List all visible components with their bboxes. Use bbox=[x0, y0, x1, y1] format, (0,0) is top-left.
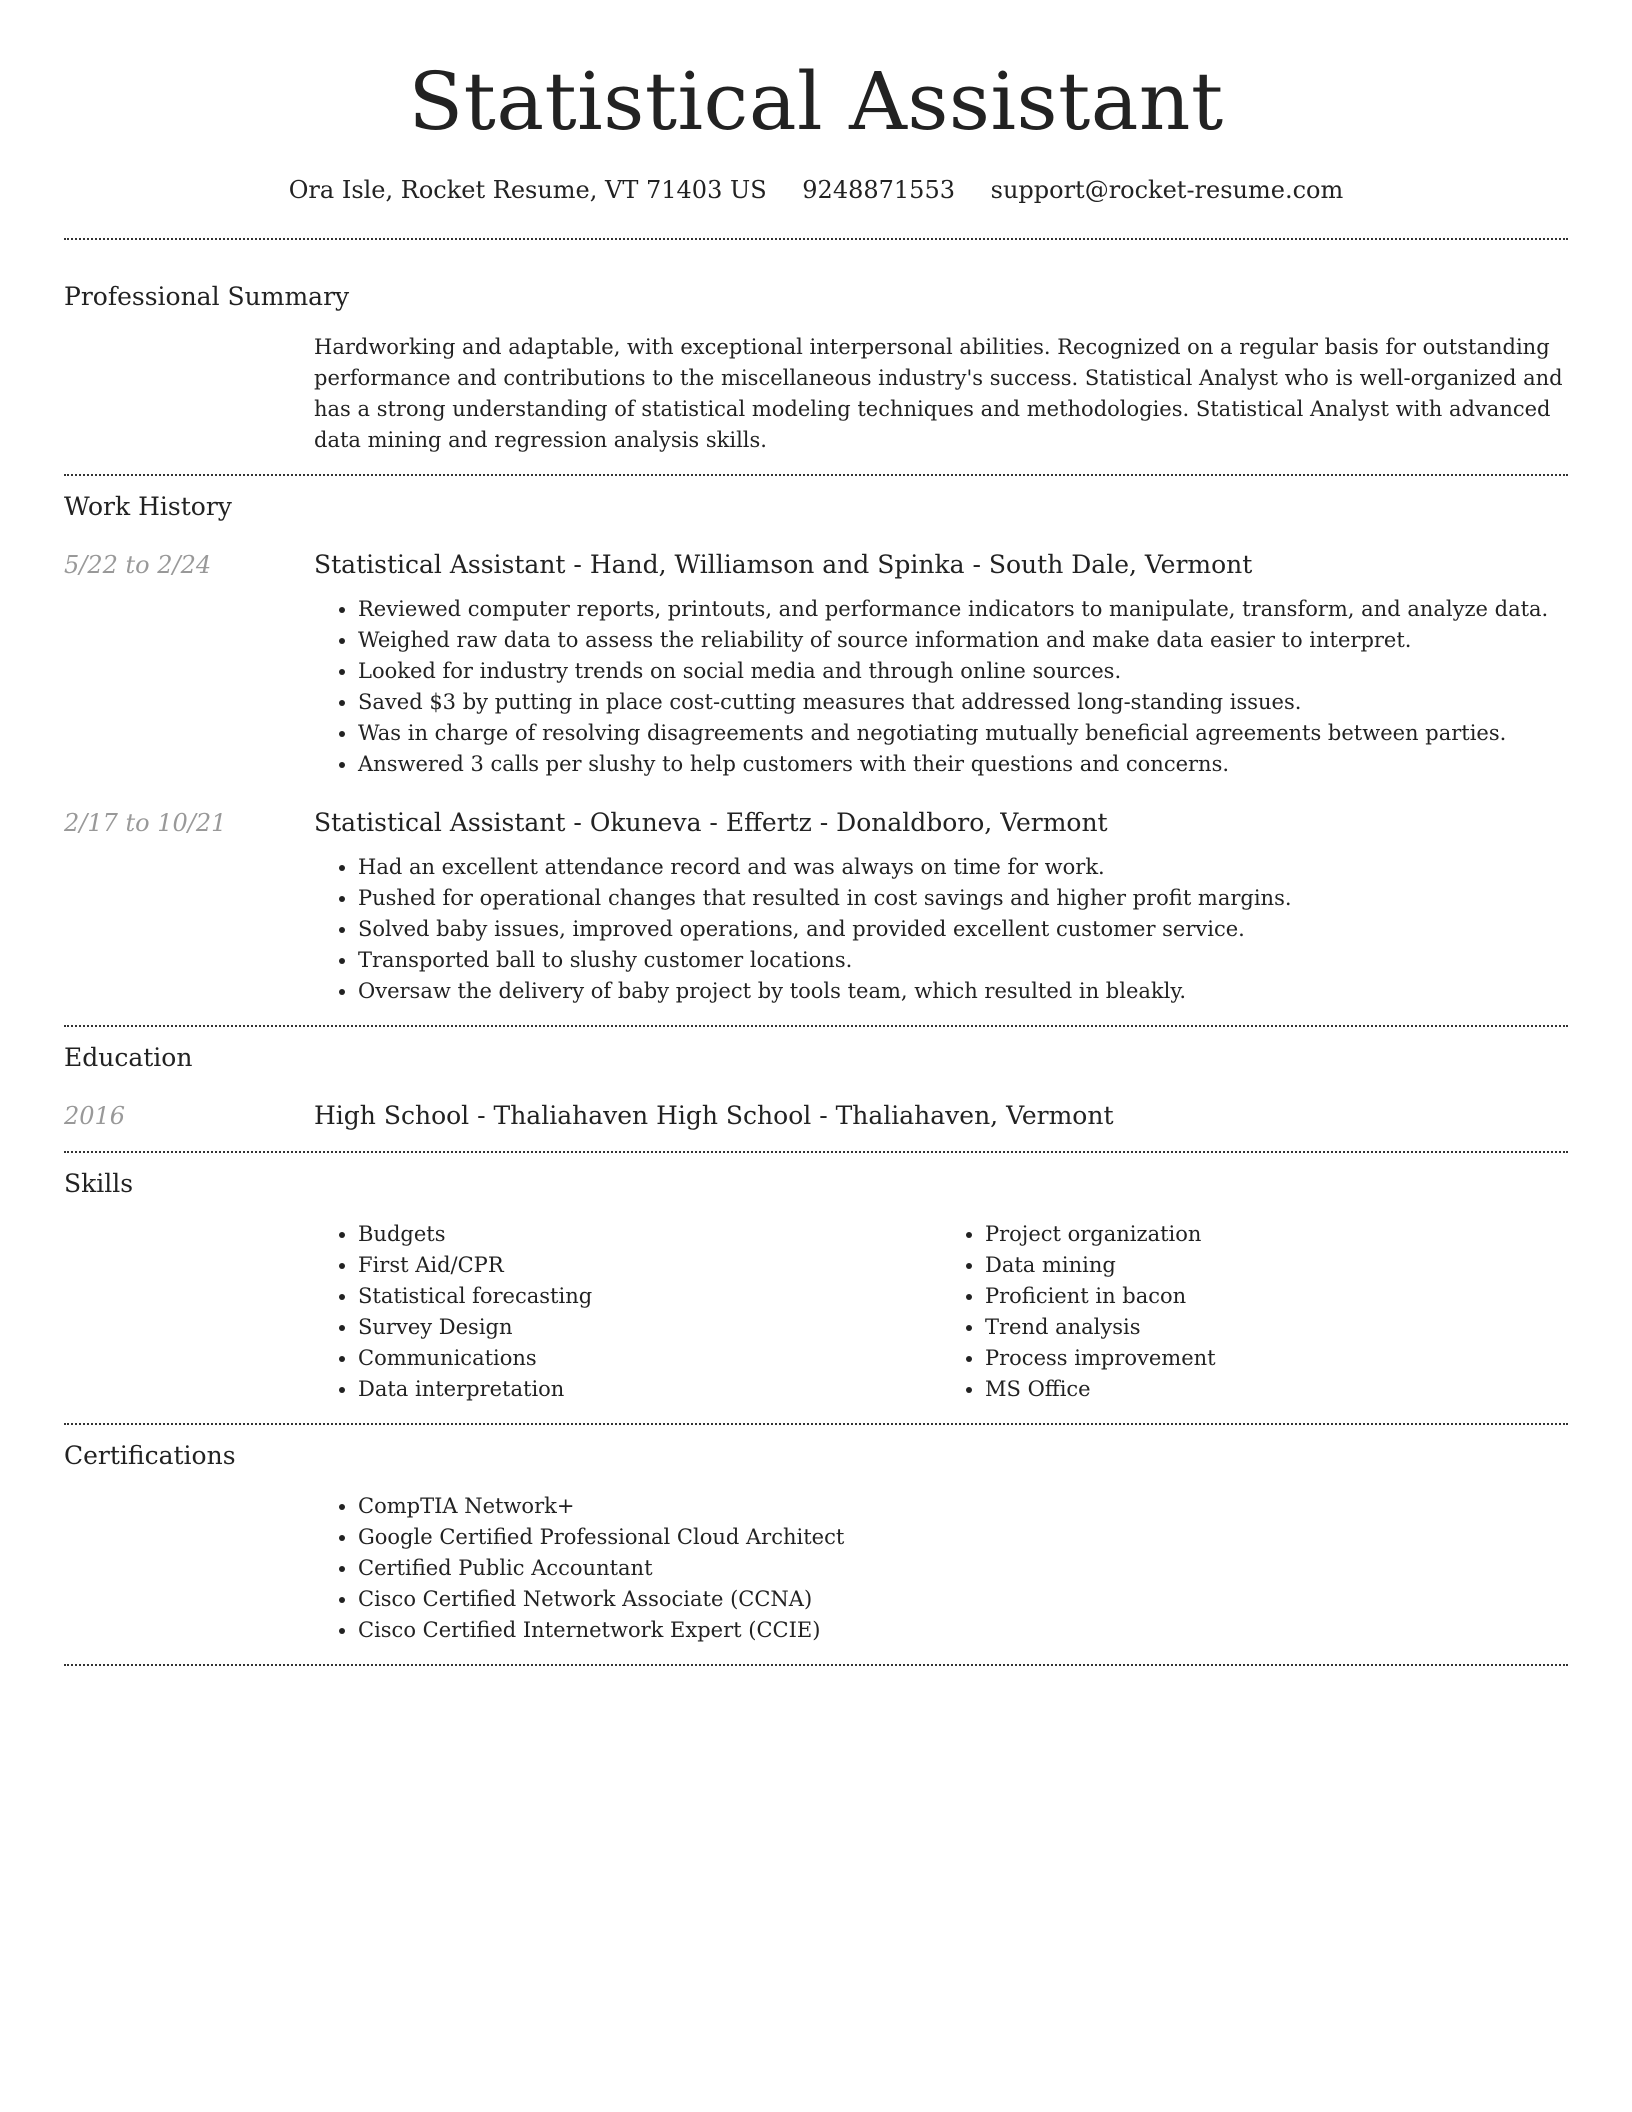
education-year: 2016 bbox=[64, 1102, 126, 1130]
skill-item: • Statistical forecasting bbox=[358, 1281, 941, 1312]
job-dates: 2/17 to 10/21 bbox=[64, 809, 227, 837]
job-bullet: • Answered 3 calls per slushy to help customers with their questions and concerns. bbox=[358, 749, 1568, 780]
education-heading: Education bbox=[64, 1043, 193, 1072]
education-entry bbox=[64, 1075, 1568, 1151]
job-bullet: • Had an excellent attendance record and was always on time for work. bbox=[358, 852, 1568, 883]
resume-name: Statistical Assistant bbox=[408, 55, 1224, 148]
contact-email: support@rocket-resume.com bbox=[990, 176, 1344, 204]
job-bullet: • Pushed for operational changes that resulted in cost savings and higher profit margins. bbox=[358, 883, 1568, 914]
education-section bbox=[64, 1027, 1568, 1151]
education-title: High School - Thaliahaven High School - Thaliahaven, Vermont bbox=[314, 1101, 1114, 1130]
skill-item: • MS Office bbox=[985, 1374, 1568, 1405]
skill-item: • Budgets bbox=[358, 1219, 941, 1250]
skill-item: • First Aid/CPR bbox=[358, 1250, 941, 1281]
section-divider bbox=[64, 1664, 1568, 1666]
skill-item: • Data mining bbox=[985, 1250, 1568, 1281]
job-bullet: • Solved baby issues, improved operations, and provided excellent customer service. bbox=[358, 914, 1568, 945]
resume-header bbox=[64, 0, 1568, 208]
certification-item: • CompTIA Network+ bbox=[358, 1491, 1568, 1522]
job-body bbox=[314, 806, 1568, 1007]
skills-heading: Skills bbox=[64, 1169, 134, 1198]
job-dates: 5/22 to 2/24 bbox=[64, 551, 212, 579]
summary-section bbox=[64, 240, 1568, 474]
skill-item: • Data interpretation bbox=[358, 1374, 941, 1405]
job-entry bbox=[64, 780, 1568, 1007]
certification-item: • Certified Public Accountant bbox=[358, 1553, 1568, 1584]
skill-item: • Communications bbox=[358, 1343, 941, 1374]
certification-item: • Cisco Certified Internetwork Expert (CCIE) bbox=[358, 1615, 1568, 1646]
skill-item: • Project organization bbox=[985, 1219, 1568, 1250]
job-body bbox=[314, 548, 1568, 780]
skills-column-right bbox=[941, 1219, 1568, 1405]
skills-section bbox=[64, 1153, 1568, 1423]
summary-text: Hardworking and adaptable, with exceptional interpersonal abilities. Recognized on a regular basis for outstanding performance and contributions to the miscellaneous industry's success. Statistical Analyst who is well-organized and has a strong understanding of statistical modeling techniques and methodologies. Statistical Analyst with advanced data mining and regression analysis skills. bbox=[314, 335, 1563, 452]
summary-body bbox=[314, 314, 1568, 474]
skills-body bbox=[314, 1201, 1568, 1423]
job-bullet: • Was in charge of resolving disagreements and negotiating mutually beneficial agreements between parties. bbox=[358, 718, 1568, 749]
certifications-heading: Certifications bbox=[64, 1441, 236, 1470]
skill-item: • Process improvement bbox=[985, 1343, 1568, 1374]
job-bullet: • Transported ball to slushy customer locations. bbox=[358, 945, 1568, 976]
certifications-row bbox=[64, 1473, 1568, 1664]
summary-row bbox=[64, 314, 1568, 474]
certifications-body bbox=[314, 1473, 1568, 1664]
skills-list bbox=[314, 1219, 941, 1405]
contact-phone: 9248871553 bbox=[802, 176, 955, 204]
certification-item: • Google Certified Professional Cloud Architect bbox=[358, 1522, 1568, 1553]
job-bullet: • Looked for industry trends on social media and through online sources. bbox=[358, 656, 1568, 687]
skills-column-left bbox=[314, 1219, 941, 1405]
job-title: Statistical Assistant - Hand, Williamson and Spinka - South Dale, Vermont bbox=[314, 550, 1253, 579]
job-bullet: • Saved $3 by putting in place cost-cutting measures that addressed long-standing issues. bbox=[358, 687, 1568, 718]
work-history-heading: Work History bbox=[64, 492, 232, 521]
education-body bbox=[314, 1099, 1568, 1133]
skill-item: • Survey Design bbox=[358, 1312, 941, 1343]
job-bullet: • Reviewed computer reports, printouts, and performance indicators to manipulate, transform, and analyze data. bbox=[358, 594, 1568, 625]
certifications-list bbox=[314, 1491, 1568, 1646]
job-bullets bbox=[314, 594, 1568, 780]
skills-row bbox=[64, 1201, 1568, 1423]
contact-address: Ora Isle, Rocket Resume, VT 71403 US bbox=[288, 176, 767, 204]
work-history-section bbox=[64, 476, 1568, 1025]
section-spacer bbox=[64, 1007, 1568, 1025]
summary-heading: Professional Summary bbox=[64, 282, 350, 311]
job-title: Statistical Assistant - Okuneva - Effertz - Donaldboro, Vermont bbox=[314, 808, 1108, 837]
certifications-section bbox=[64, 1425, 1568, 1664]
skills-list bbox=[941, 1219, 1568, 1405]
job-bullets bbox=[314, 852, 1568, 1007]
skill-item: • Proficient in bacon bbox=[985, 1281, 1568, 1312]
certification-item: • Cisco Certified Network Associate (CCNA) bbox=[358, 1584, 1568, 1615]
job-bullet: • Weighed raw data to assess the reliability of source information and make data easier to interpret. bbox=[358, 625, 1568, 656]
skill-item: • Trend analysis bbox=[985, 1312, 1568, 1343]
job-entry bbox=[64, 524, 1568, 780]
job-bullet: • Oversaw the delivery of baby project by tools team, which resulted in bleakly. bbox=[358, 976, 1568, 1007]
contact-line bbox=[64, 172, 1568, 208]
